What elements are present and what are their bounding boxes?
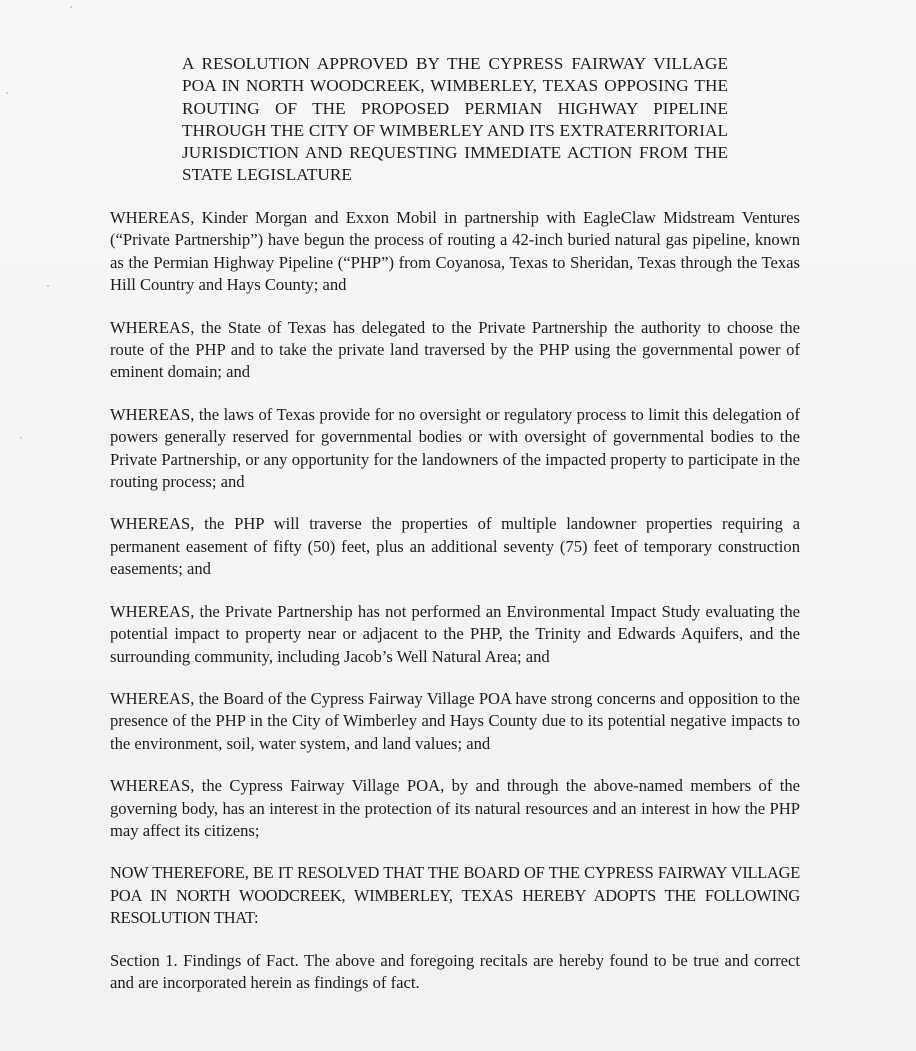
whereas-paragraph-4: WHEREAS, the PHP will traverse the properties of multiple landowner properties requiring a permanent easement of fifty (50) feet, plus an additional seventy (75) feet of temporary construction easements; and xyxy=(110,514,800,579)
scan-speck xyxy=(20,437,22,439)
resolution-title: A RESOLUTION APPROVED BY THE CYPRESS FAIRWAY VILLAGE POA IN NORTH WOODCREEK, WIMBERLEY, TEXAS OPPOSING THE ROUTING OF THE PROPOSED PERMIAN HIGHWAY PIPELINE THROUGH THE CITY OF WIMBERLEY AND ITS EXTRATERRITORIAL JURISDICTION AND REQUESTING IMMEDIATE ACTION FROM THE STATE LEGISLATURE xyxy=(182,54,728,185)
document-body xyxy=(110,207,800,1014)
whereas-paragraph-6: WHEREAS, the Board of the Cypress Fairway Village POA have strong concerns and opposition to the presence of the PHP in the City of Wimberley and Hays County due to its potential negative impacts to the environment, soil, water system, and land values; and xyxy=(110,688,800,753)
scan-speck xyxy=(47,285,49,287)
whereas-paragraph-2: WHEREAS, the State of Texas has delegated to the Private Partnership the authority to choose the route of the PHP and to take the private land traversed by the PHP using the governmental power of eminent domain; and xyxy=(110,317,800,382)
scan-speck xyxy=(70,6,72,8)
whereas-paragraph-3: WHEREAS, the laws of Texas provide for no oversight or regulatory process to limit this delegation of powers generally reserved for governmental bodies or with oversight of governmental bodies to the Private Partnership, or any opportunity for the landowners of the impacted property to participate in the routing process; and xyxy=(110,404,800,492)
section-1-paragraph: Section 1. Findings of Fact. The above and foregoing recitals are hereby found to be true and correct and are incorporated herein as findings of fact. xyxy=(110,950,800,992)
whereas-paragraph-7: WHEREAS, the Cypress Fairway Village POA, by and through the above-named members of the governing body, has an interest in the protection of its natural resources and an interest in how the PHP may affect its citizens; xyxy=(110,776,800,840)
whereas-paragraph-5: WHEREAS, the Private Partnership has not performed an Environmental Impact Study evaluating the potential impact to property near or adjacent to the PHP, the Trinity and Edwards Aquifers, and the surrounding community, including Jacob’s Well Natural Area; and xyxy=(110,601,800,666)
scan-speck xyxy=(6,92,8,94)
whereas-paragraph-1: WHEREAS, Kinder Morgan and Exxon Mobil in partnership with EagleClaw Midstream Ventures (“Private Partnership”) have begun the process of routing a 42-inch buried natural gas pipeline, known as the Permian Highway Pipeline (“PHP”) from Coyanosa, Texas to Sheridan, Texas through the Texas Hill Country and Hays County; and xyxy=(110,208,800,295)
resolved-paragraph: NOW THEREFORE, BE IT RESOLVED THAT THE BOARD OF THE CYPRESS FAIRWAY VILLAGE POA IN NORTH WOODCREEK, WIMBERLEY, TEXAS HEREBY ADOPTS THE FOLLOWING RESOLUTION THAT: xyxy=(110,863,800,928)
